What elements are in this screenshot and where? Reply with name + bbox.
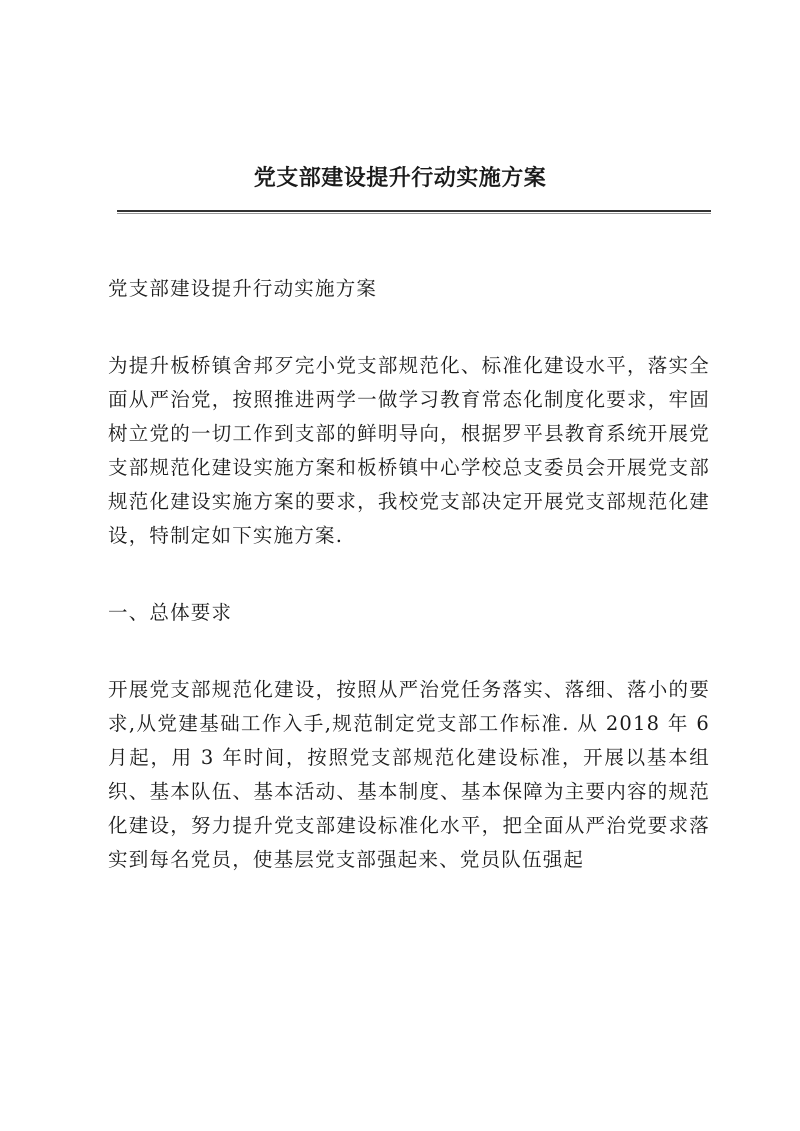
document-title: 党支部建设提升行动实施方案 — [253, 165, 547, 191]
section-paragraph: 开展党支部规范化建设，按照从严治党任务落实、落细、落小的要求,从党建基础工作入手,规范制定党支部工作标准. 从 2018 年 6 月起，用 3 年时间，按照党支部规范化建设标准，开展以基本组织、基本队伍、基本活动、基本制度、基本保障为主要内容的规范化建设，努力提升党支部建设标准化水平，把全面从严治党要求落实到每名党员，使基层党支部强起来、党员队伍强起 — [108, 678, 710, 871]
document-body — [108, 272, 710, 877]
document-subtitle: 党支部建设提升行动实施方案 — [108, 277, 378, 300]
section-heading: 一、总体要求 — [108, 601, 233, 624]
title-divider — [117, 210, 711, 214]
intro-paragraph: 为提升板桥镇舍邦歹完小党支部规范化、标准化建设水平，落实全面从严治党，按照推进两学一做学习教育常态化制度化要求，牢固树立党的一切工作到支部的鲜明导向，根据罗平县教育系统开展党支部规范化建设实施方案和板桥镇中心学校总支委员会开展党支部规范化建设实施方案的要求，我校党支部决定开展党支部规范化建设，特制定如下实施方案. — [108, 354, 710, 547]
